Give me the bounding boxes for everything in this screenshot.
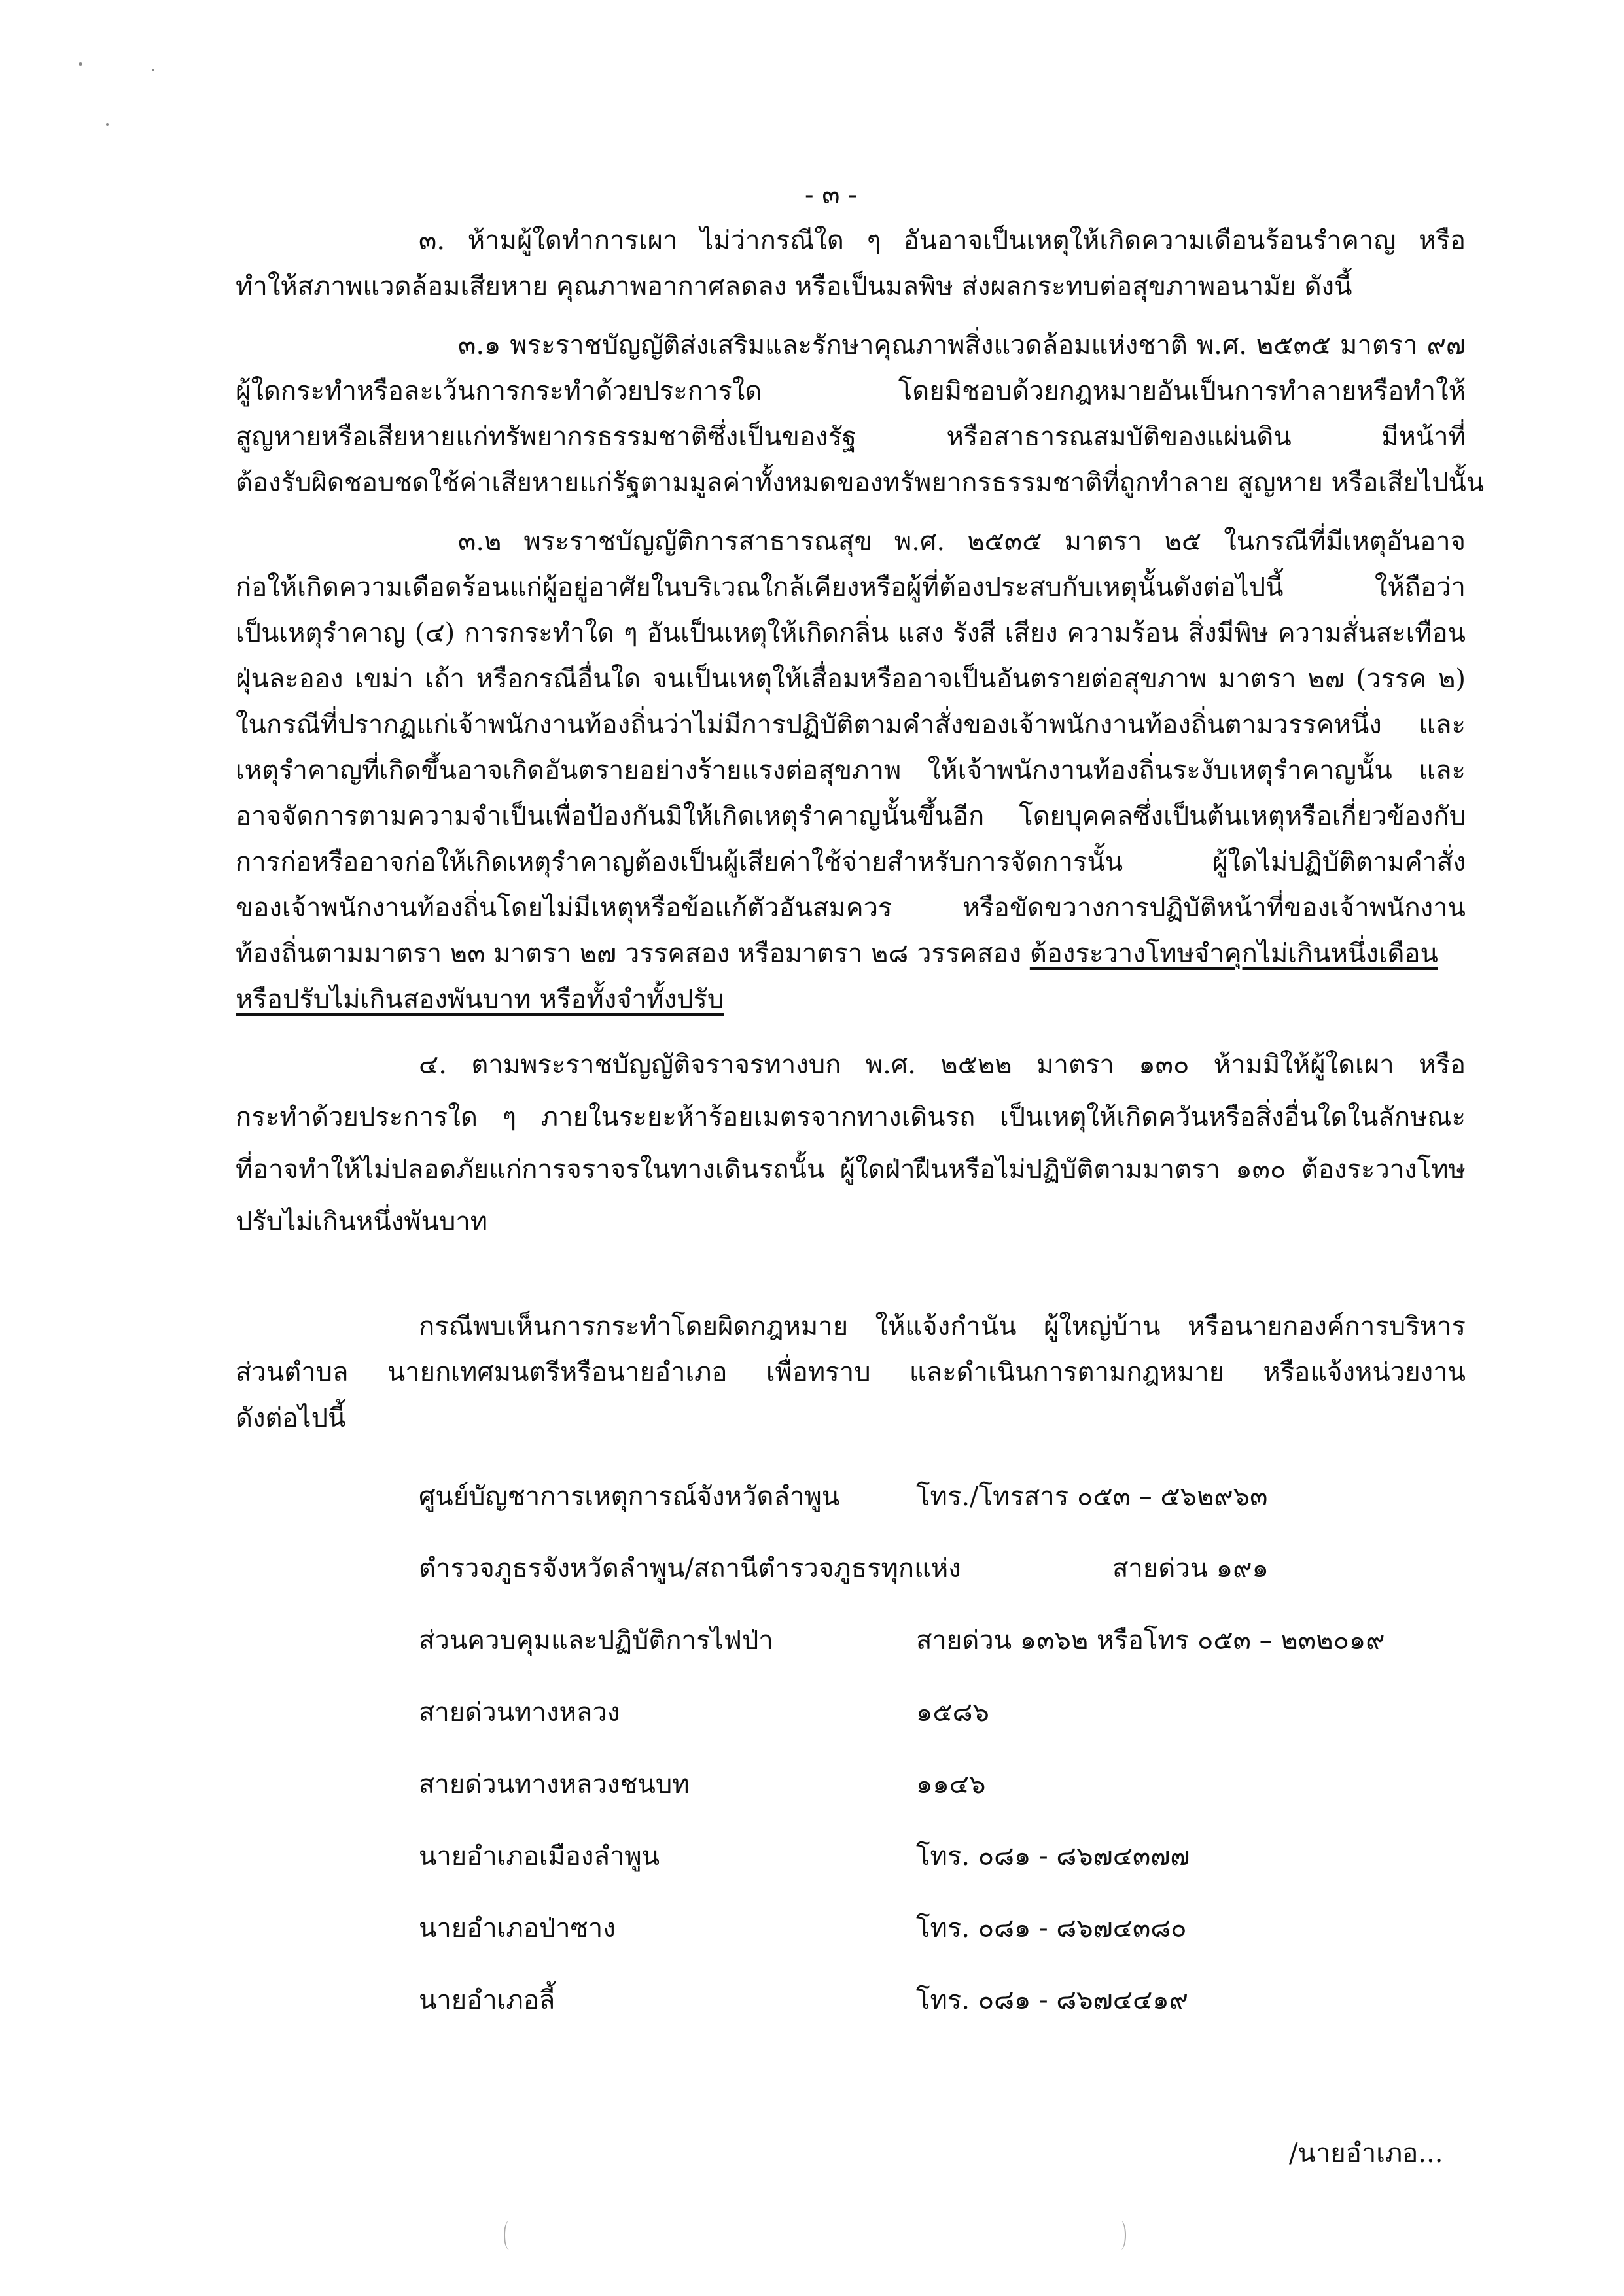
scan-speck <box>106 123 109 126</box>
item-3-1-line: ต้องรับผิดชอบชดใช้ค่าเสียหายแก่รัฐตามมูลค่าทั้งหมดของทรัพยากรธรรมชาติที่ถูกทำลาย สูญหาย หรือเสียไปนั้น <box>236 468 1485 498</box>
item-3-2-line: เหตุรำคาญที่เกิดขึ้นอาจเกิดอันตรายอย่างร้ายแรงต่อสุขภาพ ให้เจ้าพนักงานท้องถิ่นระงับเหตุรำคาญนั้น และ <box>236 756 1466 786</box>
penalty-text-underlined: ต้องระวางโทษจำคุกไม่เกินหนึ่งเดือน <box>1029 939 1438 969</box>
contact-name: ส่วนควบคุมและปฏิบัติการไฟป่า <box>419 1626 773 1656</box>
section-4-line: ๔. ตามพระราชบัญญัติจราจรทางบก พ.ศ. ๒๕๒๒ มาตรา ๑๓๐ ห้ามมิให้ผู้ใดเผา หรือ <box>419 1050 1466 1080</box>
binding-mark <box>504 2221 514 2250</box>
scan-speck <box>79 62 82 66</box>
item-3-2-line: เป็นเหตุรำคาญ (๔) การกระทำใด ๆ อันเป็นเหตุให้เกิดกลิ่น แสง รังสี เสียง ความร้อน สิ่งมีพิษ ความสั่นสะเทือน <box>236 618 1466 648</box>
contact-phone: ๑๕๘๖ <box>916 1697 989 1728</box>
contact-name: สายด่วนทางหลวง <box>419 1697 620 1728</box>
contact-phone: ๑๑๔๖ <box>916 1769 986 1800</box>
item-3-2-line: การก่อหรืออาจก่อให้เกิดเหตุรำคาญต้องเป็นผู้เสียค่าใช้จ่ายสำหรับการจัดการนั้น ผู้ใดไม่ปฏิบัติตามคำสั่ง <box>236 847 1466 877</box>
item-3-2-line: อาจจัดการตามความจำเป็นเพื่อป้องกันมิให้เกิดเหตุรำคาญนั้นขึ้นอีก โดยบุคคลซึ่งเป็นต้นเหตุหรือเกี่ยวข้องกับ <box>236 801 1466 831</box>
notice-line: ดังต่อไปนี้ <box>236 1403 346 1433</box>
contact-name: ศูนย์บัญชาการเหตุการณ์จังหวัดลำพูน <box>419 1482 840 1512</box>
page-number: - ๓ - <box>805 180 857 210</box>
contact-phone: โทร./โทรสาร ๐๕๓ – ๕๖๒๙๖๓ <box>916 1482 1268 1512</box>
contact-phone: สายด่วน ๑๓๖๒ หรือโทร ๐๕๓ – ๒๓๒๐๑๙ <box>916 1626 1385 1656</box>
item-3-2-line: ก่อให้เกิดความเดือดร้อนแก่ผู้อยู่อาศัยในบริเวณใกล้เคียงหรือผู้ที่ต้องประสบกับเหตุนั้นดังต่อไปนี้ ให้ถือว่า <box>236 572 1466 602</box>
notice-line: ส่วนตำบล นายกเทศมนตรีหรือนายอำเภอ เพื่อทราบ และดำเนินการตามกฎหมาย หรือแจ้งหน่วยงาน <box>236 1357 1466 1387</box>
scan-speck <box>152 69 154 71</box>
contact-phone: โทร. ๐๘๑ - ๘๖๗๔๓๘๐ <box>916 1913 1187 1943</box>
section-4-line: กระทำด้วยประการใด ๆ ภายในระยะห้าร้อยเมตรจากทางเดินรถ เป็นเหตุให้เกิดควันหรือสิ่งอื่นใดในลักษณะ <box>236 1102 1466 1132</box>
item-3-1-line: สูญหายหรือเสียหายแก่ทรัพยากรธรรมชาติซึ่งเป็นของรัฐ หรือสาธารณสมบัติของแผ่นดิน มีหน้าที่ <box>236 422 1466 452</box>
binding-mark <box>1116 2221 1126 2250</box>
item-3-1-line: ๓.๑ พระราชบัญญัติส่งเสริมและรักษาคุณภาพสิ่งแวดล้อมแห่งชาติ พ.ศ. ๒๕๓๕ มาตรา ๙๗ <box>458 330 1466 360</box>
contact-phone: โทร. ๐๘๑ - ๘๖๗๔๔๑๙ <box>916 1985 1188 2015</box>
contact-phone: โทร. ๐๘๑ - ๘๖๗๔๓๗๗ <box>916 1841 1190 1871</box>
contact-name: ตำรวจภูธรจังหวัดลำพูน/สถานีตำรวจภูธรทุกแห่ง <box>419 1554 961 1584</box>
item-3-2-line: ของเจ้าพนักงานท้องถิ่นโดยไม่มีเหตุหรือข้อแก้ตัวอันสมควร หรือขัดขวางการปฏิบัติหน้าที่ของเจ้าพนักงาน <box>236 893 1466 923</box>
item-3-2-line: ๓.๒ พระราชบัญญัติการสาธารณสุข พ.ศ. ๒๕๓๕ มาตรา ๒๕ ในกรณีที่มีเหตุอันอาจ <box>458 527 1466 557</box>
contact-phone: สายด่วน ๑๙๑ <box>1112 1554 1269 1584</box>
section-3-heading-line: ๓. ห้ามผู้ใดทำการเผา ไม่ว่ากรณีใด ๆ อันอาจเป็นเหตุให้เกิดความเดือนร้อนรำคาญ หรือ <box>419 226 1466 256</box>
item-3-2-line: ในกรณีที่ปรากฏแก่เจ้าพนักงานท้องถิ่นว่าไม่มีการปฏิบัติตามคำสั่งของเจ้าพนักงานท้องถิ่นตามวรรคหนึ่ง และ <box>236 710 1466 740</box>
contact-name: สายด่วนทางหลวงชนบท <box>419 1769 690 1800</box>
contact-name: นายอำเภอลี้ <box>419 1985 556 2015</box>
item-3-2-line: ฝุ่นละออง เขม่า เถ้า หรือกรณีอื่นใด จนเป็นเหตุให้เสื่อมหรืออาจเป็นอันตรายต่อสุขภาพ มาตรา ๒๗ (วรรค ๒) <box>236 664 1466 694</box>
section-4-line: ปรับไม่เกินหนึ่งพันบาท <box>236 1207 488 1237</box>
contact-name: นายอำเภอเมืองลำพูน <box>419 1841 660 1871</box>
item-3-2-tail-text: ท้องถิ่นตามมาตรา ๒๓ มาตรา ๒๗ วรรคสอง หรือมาตรา ๒๘ วรรคสอง <box>236 939 1030 969</box>
penalty-text-underlined: หรือปรับไม่เกินสองพันบาท หรือทั้งจำทั้งปรับ <box>236 984 724 1015</box>
item-3-2-penalty-line <box>236 934 1438 973</box>
item-3-1-line: ผู้ใดกระทำหรือละเว้นการกระทำด้วยประการใด โดยมิชอบด้วยกฎหมายอันเป็นการทำลายหรือทำให้ <box>236 376 1466 406</box>
notice-line: กรณีพบเห็นการกระทำโดยผิดกฎหมาย ให้แจ้งกำนัน ผู้ใหญ่บ้าน หรือนายกองค์การบริหาร <box>419 1312 1466 1342</box>
contact-name: นายอำเภอป่าซาง <box>419 1913 616 1943</box>
continuation-text: /นายอำเภอ... <box>1289 2138 1443 2168</box>
section-3-heading-line: ทำให้สภาพแวดล้อมเสียหาย คุณภาพอากาศลดลง หรือเป็นมลพิษ ส่งผลกระทบต่อสุขภาพอนามัย ดังนี้ <box>236 271 1352 302</box>
section-4-line: ที่อาจทำให้ไม่ปลอดภัยแก่การจราจรในทางเดินรถนั้น ผู้ใดฝ่าฝืนหรือไม่ปฏิบัติตามมาตรา ๑๓๐ ต้องระวางโทษ <box>236 1155 1466 1185</box>
